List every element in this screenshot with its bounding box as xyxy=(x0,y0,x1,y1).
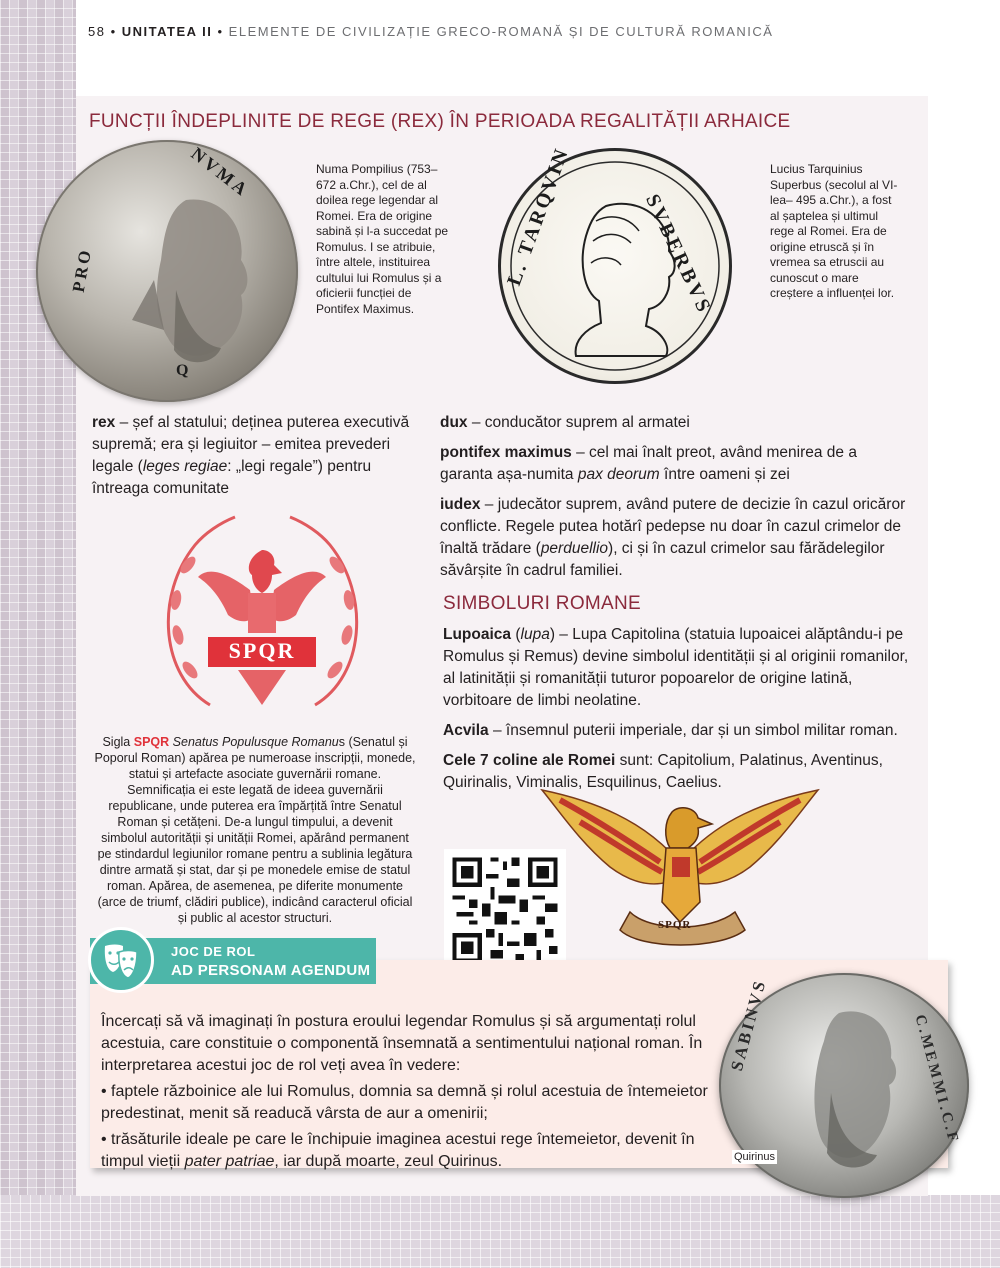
rex-text-1: – șef al statului; deținea puterea executivă supremă; era și legiuitor – emitea prevederi legale ( xyxy=(92,414,410,475)
numa-pompilius-coin xyxy=(36,140,298,402)
eagle-spqr-illustration xyxy=(540,782,820,957)
symbols-text xyxy=(443,624,913,802)
tarquinius-inscription-right: SVBERBVS xyxy=(641,191,716,318)
unit-label: UNITATEA II xyxy=(121,24,213,39)
term-acvila: Acvila xyxy=(443,722,489,739)
term-iudex: iudex xyxy=(440,496,481,513)
numa-inscription-top: NVMA xyxy=(187,143,254,201)
quirinus-inscription-right: C.MEMMI.C.F xyxy=(911,1013,962,1147)
section-heading-functions: FUNCȚII ÎNDEPLINITE DE REGE (REX) ÎN PERIOADA REGALITĂȚII ARHAICE xyxy=(89,111,791,132)
roleplay-intro: Încercați să vă imaginați în postura eroului legendar Romulus și să argumentați rolul acestuia, care constituie o componentă însemnată a sentimentului național roman. În interpretarea acestui joc de rol veți avea în vedere: xyxy=(101,1013,703,1074)
rex-text-2: : „legi regale”) pentru întreaga comunitate xyxy=(92,458,372,497)
tarquinius-inscription-left: L. TARQVIN xyxy=(503,143,574,289)
roleplay-text xyxy=(101,1011,719,1173)
bullet2-part-b: , iar după moarte, zeul Quirinus. xyxy=(274,1153,503,1170)
roleplay-bullet-2 xyxy=(101,1129,719,1173)
term-rex: rex xyxy=(92,414,116,431)
mosaic-border-bottom xyxy=(0,1195,1000,1268)
iudex-text-2: ), ci și în cazul crimelor sau fărădelegilor săvârșite în cadrul familiei. xyxy=(440,540,885,579)
quirinus-inscription-left: SABINVS xyxy=(727,976,770,1073)
spqr-eagle-wreath-drawing xyxy=(150,505,375,725)
pontifex-italic: pax deorum xyxy=(577,466,660,483)
numa-inscription-bottom: Q xyxy=(176,362,192,379)
lupoaica-open: ( xyxy=(511,626,521,643)
lupoaica-italic: lupa xyxy=(520,626,550,643)
section-heading-symbols: SIMBOLURI ROMANE xyxy=(443,593,641,614)
unit-title: ELEMENTE DE CIVILIZAȚIE GRECO-ROMANĂ ȘI DE CULTURĂ ROMANICĂ xyxy=(228,24,774,39)
theater-masks-icon xyxy=(88,927,154,993)
pontifex-text-1: – cel mai înalt preot, având menirea de a garanta așa-numita xyxy=(440,444,857,483)
page-number: 58 xyxy=(88,24,106,39)
spqr-caption-text: s (Senatul și Poporul Roman) apărea pe numeroase inscripții, monede, statui și artefacte asociate guvernării romane. Semnificația ei este legată de ideea guvernării republicane, unde puterea era împărțită între Senatul Roman și cetățeni. De-a lungul timpului, a devenit simbolul autorității și unității Romei, apărând permanent pe stindardul legiunilor romane pentru a sublinia legătura dintre armată și stat, dar și pe monedele emise de statul roman. Apărea, de asemenea, pe diferite monumente (arce de triumf, clădiri publice), indicând caracterul oficial și public al acestor structuri. xyxy=(94,735,416,925)
spqr-caption-acronym: SPQR xyxy=(133,735,170,749)
numa-caption: Numa Pompilius (753–672 a.Chr.), cel de al doilea rege legendar al Romei. Era de origine sabină și l-a succedat pe Romulus. I se atribuie, între altele, instituirea cultului lui Romulus și a oficierii funcției de Pontifex Maximus. xyxy=(316,162,449,316)
term-dux: dux xyxy=(440,414,468,431)
term-lupoaica: Lupoaica xyxy=(443,626,512,643)
dux-text: – conducător suprem al armatei xyxy=(467,414,690,431)
masks-glyph xyxy=(91,930,151,990)
numa-inscription-left: PRO xyxy=(68,246,96,294)
running-header: 58 • UNITATEA II • ELEMENTE DE CIVILIZAȚIE GRECO-ROMANĂ ȘI DE CULTURĂ ROMANICĂ xyxy=(88,24,774,39)
roleplay-label-big: AD PERSONAM AGENDUM xyxy=(171,962,371,979)
spqr-caption-italic: Senatus Populusque Romanu xyxy=(169,735,339,749)
spqr-emblem xyxy=(150,505,375,725)
pontifex-text-2: între oameni și zei xyxy=(659,466,790,483)
bullet2-italic: pater patriae xyxy=(184,1153,275,1170)
spqr-caption xyxy=(94,734,416,926)
tarquinius-caption: Lucius Tarquinius Superbus (secolul al VI-lea– 495 a.Chr.), a fost al șaptelea și ultimul rege al Romei. Era de origine etruscă și în vremea sa etruscii au cunoscut o mare creștere a influenței lor. xyxy=(770,162,898,300)
spqr-emblem-label: SPQR xyxy=(228,638,296,663)
spqr-caption-prefix: Sigla xyxy=(102,735,134,749)
iudex-text-1: – judecător suprem, având putere de decizie în cazul oricăror conflicte. Regele putea hotărî pedepse nu doar în cazul crimelor de înaltă trădare ( xyxy=(440,496,906,557)
quirinus-caption: Quirinus xyxy=(734,1151,775,1163)
roleplay-bullet-1: • faptele războinice ale lui Romulus, domnia sa demnă și rolul acestuia de întemeietor predestinat, menit să readucă vârsta de aur a omenirii; xyxy=(101,1083,708,1122)
term-coline: Cele 7 coline ale Romei xyxy=(443,752,616,769)
tarquinius-coin xyxy=(498,143,732,384)
eagle-banner-label: SPQR xyxy=(658,919,692,931)
definition-rex xyxy=(92,412,414,508)
quirinus-coin xyxy=(719,973,969,1198)
acvila-text: – însemnul puterii imperiale, dar și un simbol militar roman. xyxy=(488,722,898,739)
coline-text: sunt: Capitolium, Palatinus, Aventinus, Quirinalis, Viminalis, Esquilinus, Caelius. xyxy=(443,752,883,791)
term-pontifex: pontifex maximus xyxy=(440,444,572,461)
rex-italic: leges regiae xyxy=(142,458,228,475)
iudex-italic: perduellio xyxy=(540,540,609,557)
bullet2-part-a: • trăsăturile ideale pe care le închipuie imaginea acestui rege întemeietor, devenit în timpul vieții xyxy=(101,1131,695,1170)
definitions-right-column xyxy=(440,412,910,590)
roleplay-label-small: JOC DE ROL xyxy=(171,944,256,959)
lupoaica-text: ) – Lupa Capitolina (statuia lupoaicei alăptându-i pe Romulus și Remus) devine simbolul identității și al originii romanilor, al latinității și romanității tuturor popoarelor de origine latină, vorbitoare de limbi neolatine. xyxy=(443,626,909,709)
